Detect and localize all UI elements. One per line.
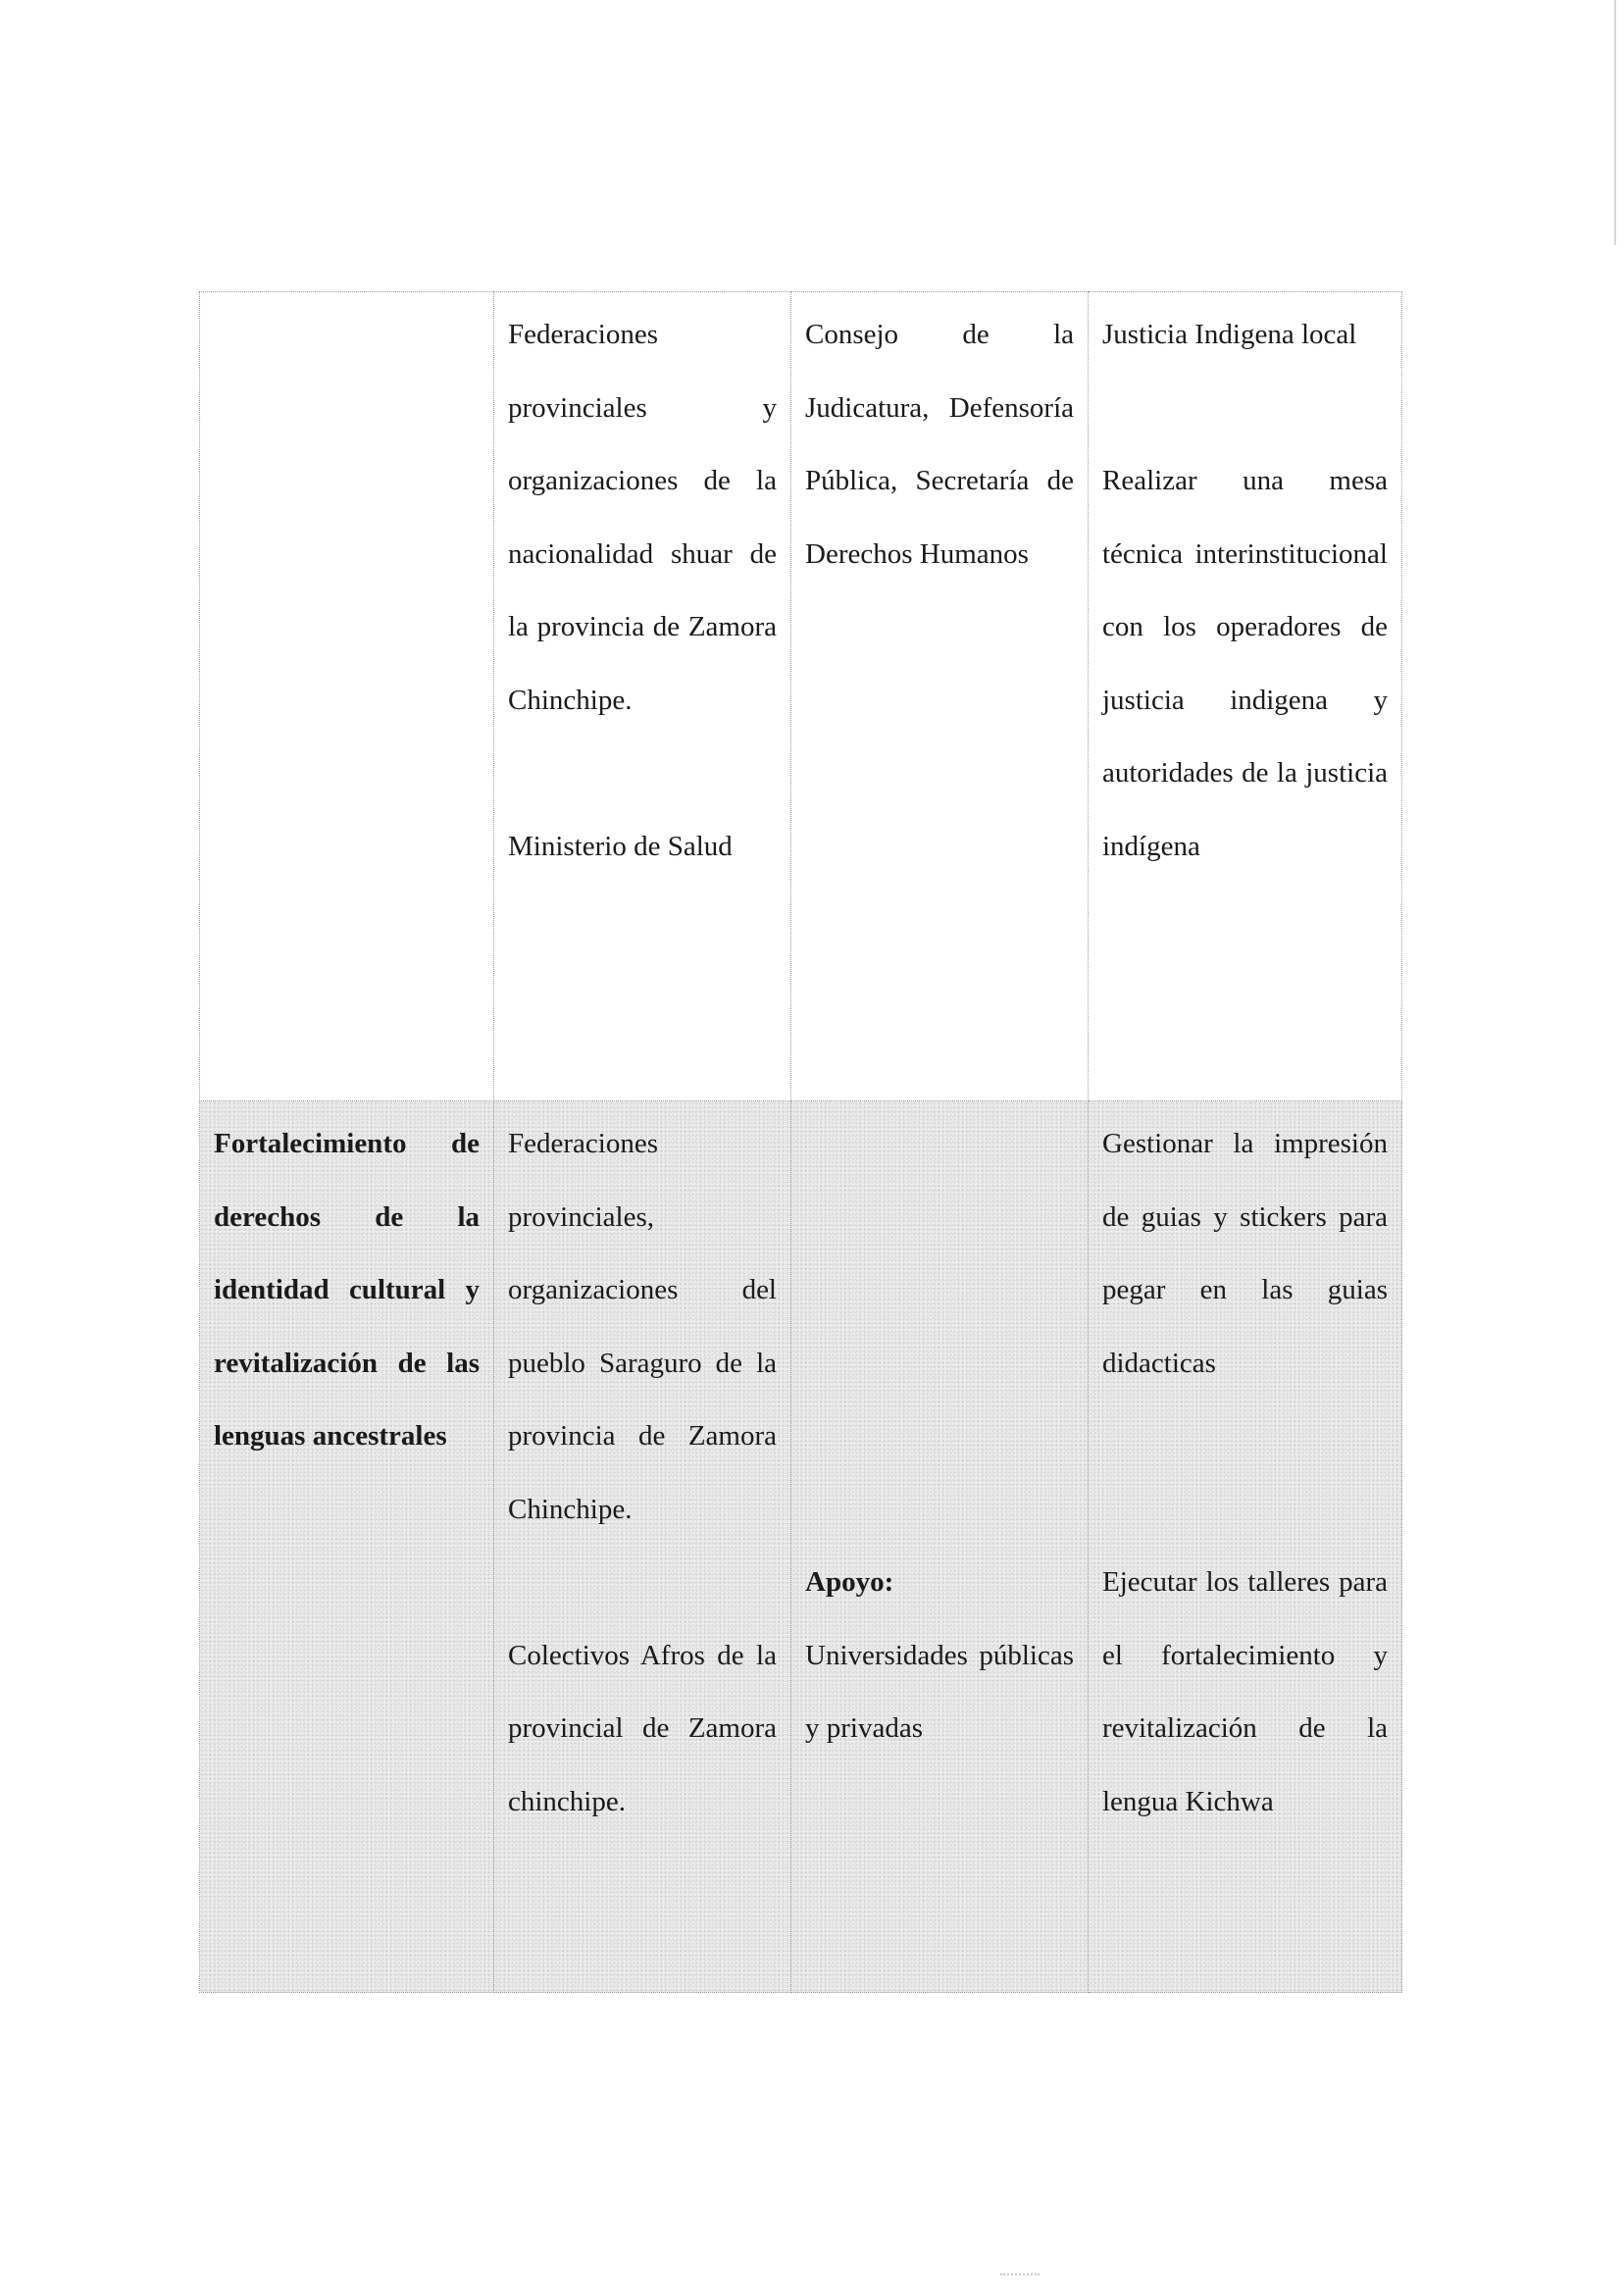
actors-paragraph: Colectivos Afros de la provincial de Zamora chinchipe. xyxy=(508,1639,777,1817)
table-cell-objective xyxy=(200,1101,494,1993)
page-number-mark xyxy=(1000,2273,1040,2278)
actors-paragraph: Federaciones provinciales y organizaciones de la nacionalidad shuar de la provincia de Zamora Chinchipe. xyxy=(508,319,777,716)
actors-activities-table xyxy=(199,291,1402,1993)
objective-heading: Fortalecimiento de derechos de la identidad cultural y revitalización de las lenguas ancestrales xyxy=(214,1128,480,1452)
actors-paragraph: Federaciones provinciales, organizaciones del pueblo Saraguro de la provincia de Zamora Chinchipe. xyxy=(508,1128,777,1525)
activity-paragraph: Justicia Indigena local xyxy=(1102,319,1357,350)
support-label: Apoyo: xyxy=(805,1566,894,1598)
page-edge-line xyxy=(1614,0,1616,245)
table-cell-activities xyxy=(1089,1101,1402,1993)
activity-paragraph: Gestionar la impresión de guias y stickers para pegar en las guias didacticas xyxy=(1102,1128,1388,1379)
actors-paragraph: Ministerio de Salud xyxy=(508,830,733,862)
table-cell-actors xyxy=(494,292,791,1101)
table-cell-objective xyxy=(200,292,494,1101)
table-row xyxy=(200,292,1402,1101)
table-cell-institutions xyxy=(791,1101,1089,1993)
table-cell-activities xyxy=(1089,292,1402,1101)
institutions-paragraph: Consejo de la Judicatura, Defensoría Pública, Secretaría de Derechos Humanos xyxy=(805,319,1074,570)
table-row xyxy=(200,1101,1402,1993)
table-cell-institutions xyxy=(791,292,1089,1101)
institutions-paragraph: Universidades públicas y privadas xyxy=(805,1639,1074,1744)
activity-paragraph: Realizar una mesa técnica interinstitucional con los operadores de justicia indigena y autoridades de la justicia indígena xyxy=(1102,465,1388,862)
activity-paragraph: Ejecutar los talleres para el fortalecimiento y revitalización de la lengua Kichwa xyxy=(1102,1566,1388,1817)
table-cell-actors xyxy=(494,1101,791,1993)
